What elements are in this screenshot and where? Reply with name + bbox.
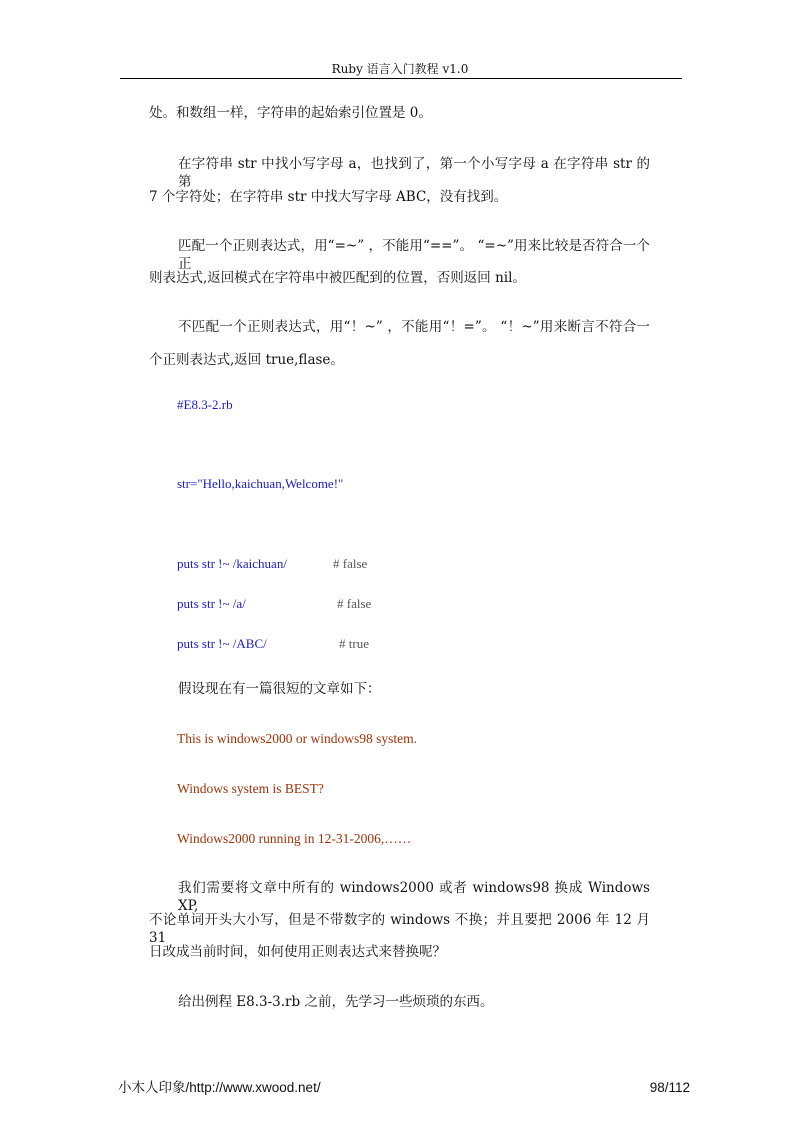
header-rule	[120, 78, 682, 79]
code-line: puts str !~ /ABC/	[177, 636, 267, 651]
article-line: Windows system is BEST?	[177, 781, 324, 796]
paragraph-line: 不论单词开头大小写，但是不带数字的 windows 不换；并且要把 2006 年 12 月 31	[149, 912, 650, 946]
article-line: Windows2000 running in 12-31-2006,……	[177, 831, 412, 846]
paragraph-line: 7 个字符处；在字符串 str 中找大写字母 ABC，没有找到。	[149, 189, 508, 205]
code-assign-line: str="Hello,kaichuan,Welcome!"	[177, 476, 344, 491]
paragraph-line: 给出例程 E8.3-3.rb 之前，先学习一些烦琐的东西。	[178, 994, 494, 1010]
paragraph-line: 在字符串 str 中找小写字母 a，也找到了，第一个小写字母 a 在字符串 str 的第	[178, 156, 650, 190]
footer-source: 小木人印象/http://www.xwood.net/	[118, 1080, 321, 1095]
paragraph-line: 匹配一个正则表达式，用“=~” ，不能用“==”。 “=~”用来比较是否符合一个正	[178, 238, 650, 272]
code-comment: # false	[337, 596, 372, 611]
paragraph-line: 不匹配一个正则表达式，用“！~” ，不能用“！=”。 “！~”用来断言不符合一	[178, 319, 650, 335]
article-line: This is windows2000 or windows98 system.	[177, 731, 418, 746]
code-filename: #E8.3-2.rb	[177, 397, 233, 412]
code-line: puts str !~ /kaichuan/	[177, 556, 287, 571]
code-comment: # false	[333, 556, 368, 571]
code-comment: # true	[339, 636, 369, 651]
paragraph-line: 则表达式,返回模式在字符串中被匹配到的位置，否则返回 nil。	[149, 270, 526, 286]
paragraph-line: 日改成当前时间，如何使用正则表达式来替换呢？	[149, 944, 446, 960]
code-line: puts str !~ /a/	[177, 596, 246, 611]
footer-page-number: 98/112	[649, 1080, 690, 1095]
paragraph-line: 假设现在有一篇很短的文章如下：	[178, 681, 381, 697]
page-header: Ruby 语言入门教程 v1.0	[331, 62, 469, 76]
paragraph-line: 我们需要将文章中所有的 windows2000 或者 windows98 换成 Windows XP,	[178, 880, 650, 914]
paragraph-line: 处。和数组一样，字符串的起始索引位置是 0。	[149, 105, 432, 121]
paragraph-line: 个正则表达式,返回 true,flase。	[149, 352, 344, 368]
